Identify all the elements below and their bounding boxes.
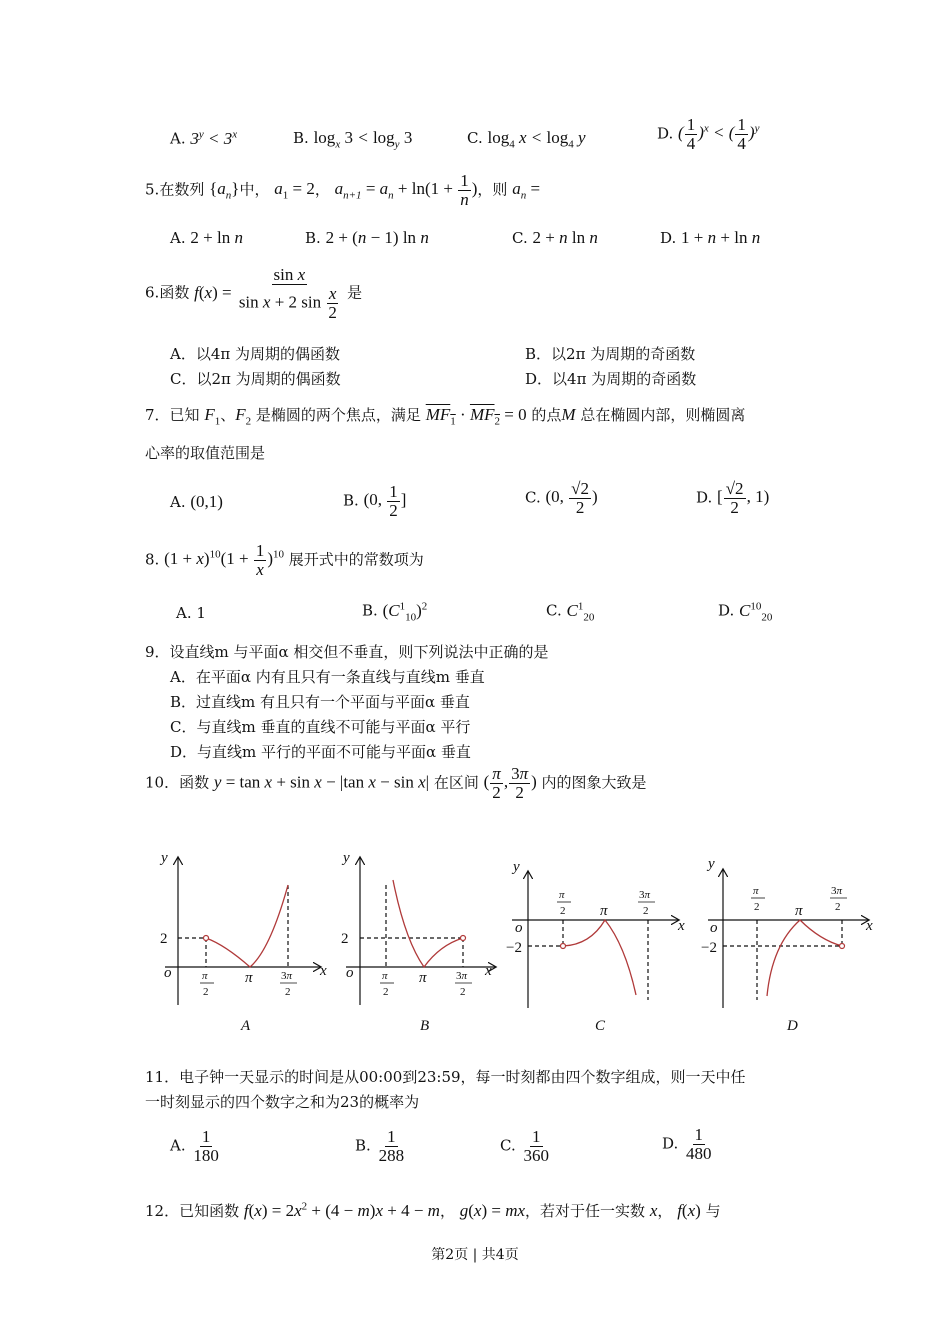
q9-stem: 9．设直线m 与平面α 相交但不垂直，则下列说法中正确的是 <box>145 643 549 661</box>
svg-text:2: 2 <box>460 986 466 998</box>
graph-a-curve <box>206 885 288 967</box>
q4-option-c: C. $\log_4 x < \log_4 y$ <box>467 128 586 151</box>
q5-seq: $\{a_n\}$ <box>209 179 240 202</box>
svg-text:2: 2 <box>203 986 209 998</box>
q5-recurrence: $a_{n+1} = a_n + \ln(1$ + $\frac{1}{n}$ ) <box>334 171 478 209</box>
q12-f: $f(x) = 2x^2 + (4 - m)x + 4 - m$ <box>243 1200 440 1220</box>
graph-a-x-label: x <box>320 963 327 979</box>
graph-c-origin: o <box>515 920 523 936</box>
q6-function: f(x) = sin x sin x + 2 sin $\frac{x}{2}$ <box>194 265 337 322</box>
q11-option-c: C. $\frac{1}{360}$ <box>500 1127 549 1165</box>
svg-text:2: 2 <box>383 986 389 998</box>
q6-option-d: D．以4π 为周期的奇函数 <box>525 370 697 388</box>
q4-option-b-math: $\log_x 3 < \log_y 3$ <box>313 128 413 151</box>
q4-option-b: B. $\log_x 3 < \log_y 3$ <box>293 128 413 151</box>
graph-c-curve <box>563 920 636 995</box>
graph-c-tick-minus2: −2 <box>506 940 522 956</box>
graph-b-y-label: y <box>343 850 350 866</box>
graph-d-pi: π <box>795 903 803 919</box>
q5-an: $a_n$ = <box>512 179 541 202</box>
q5-option-b: B. 2 + (n − 1) ln n <box>305 228 429 247</box>
q6-option-c: C．以2π 为周期的偶函数 <box>170 370 341 388</box>
graph-a-tick-pi2-num: π <box>202 970 208 982</box>
q4-option-a-math: $3^y < 3^x$ <box>190 128 238 148</box>
q8-option-b: B. $(C^1_{10})^2$ <box>362 600 428 624</box>
q4-option-c-math: $\log_4 x < \log_4 y$ <box>487 128 586 151</box>
svg-text:2: 2 <box>560 905 566 917</box>
graph-b-caption: B <box>420 1018 430 1034</box>
q5-stem: 5.在数列 $\{a_n\}$中， $a_1 = 2$， $a_{n+1} = a_n + \ln(1$ + $\frac{1}{n}$ )，则 $a_n$ = <box>145 171 541 209</box>
svg-text:2: 2 <box>754 901 760 913</box>
q5-option-c: C. 2 + n ln n <box>512 228 598 247</box>
graph-b-pi: π <box>419 970 427 986</box>
graph-b-curve <box>393 880 463 967</box>
q11-option-b: B. $\frac{1}{288}$ <box>355 1127 405 1165</box>
graph-d <box>708 870 868 1008</box>
q6-stem: 6.函数 f(x) = sin x sin x + 2 sin $\frac{x}{2}$ 是 <box>145 265 363 322</box>
q4-option-a: A. $3^y < 3^x$ <box>170 128 238 148</box>
q7-option-b: B. (0, $\frac{1}{2}$ ] <box>343 482 407 520</box>
graph-d-curve <box>767 920 842 996</box>
q7-option-c: C. (0, $\frac{√2}{2}$ ) <box>525 479 598 517</box>
svg-text:π: π <box>382 970 388 982</box>
graph-a-caption: A <box>241 1018 251 1034</box>
q11-option-d: D. $\frac{1}{480}$ <box>662 1125 712 1163</box>
graph-c-x-label: x <box>678 918 685 934</box>
graph-c-caption: C <box>595 1018 606 1034</box>
q5-a1: $a_1 = 2$ <box>274 179 315 202</box>
q7-option-d: D. [ $\frac{√2}{2}$ , 1) <box>696 479 770 517</box>
q4-option-d: D. ( $\frac{1}{4}$ )$^x$ < ( $\frac{1}{4}$ )$^y$ <box>657 115 760 153</box>
q9-option-a: A．在平面α 内有且只有一条直线与直线m 垂直 <box>170 668 485 686</box>
q7-dot-product: $MF_1 \cdot MF_2 = 0$ <box>425 405 527 428</box>
q11-line2: 一时刻显示的四个数字之和为23的概率为 <box>145 1093 420 1111</box>
q7-stem-line2: 心率的取值范围是 <box>145 444 266 462</box>
svg-text:π: π <box>559 889 565 901</box>
q8-option-c: C. $C^1_{20}$ <box>546 600 595 624</box>
graph-d-y-label: y <box>708 856 715 872</box>
graph-b-tick-2: 2 <box>341 931 349 947</box>
svg-text:3π: 3π <box>639 889 651 901</box>
q10-stem: 10．函数 y = tan x + sin x − |tan x − sin x| 在区间 ( $\frac{\pi}{2}$ , $\frac{3\pi}{2}$ ) 内的图象大致是 <box>145 764 647 802</box>
graph-d-x-label: x <box>866 918 873 934</box>
svg-text:3π: 3π <box>281 970 293 982</box>
graph-c-pi: π <box>600 903 608 919</box>
graph-a-pi: π <box>245 970 253 986</box>
graph-c-y-label: y <box>513 859 520 875</box>
graph-a-y-label: y <box>161 850 168 866</box>
q5-option-a: A. 2 + ln n <box>170 228 243 247</box>
q4-option-d-math: ( $\frac{1}{4}$ )$^x$ < ( $\frac{1}{4}$ )$^y$ <box>678 115 760 153</box>
q7-stem-line1: 7．已知 $F_1$、$F_2$ 是椭圆的两个焦点，满足 $MF_1 \cdot MF_2 = 0$ 的点M 总在椭圆内部，则椭圆离 <box>145 405 746 428</box>
q12-g: g(x) = mx <box>459 1201 526 1220</box>
q10-interval: ( $\frac{\pi}{2}$ , $\frac{3\pi}{2}$ ) <box>483 764 537 802</box>
svg-text:π: π <box>753 885 759 897</box>
q10-function: y = tan x + sin x − |tan x − sin x| <box>213 772 430 792</box>
q8-option-d: D. $C^{10}_{20}$ <box>718 600 773 624</box>
q12-stem: 12．已知函数 $f(x) = 2x^2 + (4 - m)x + 4 - m$， g(x) = mx，若对于任一实数 x， f(x) 与 <box>145 1200 721 1220</box>
svg-text:2: 2 <box>643 905 649 917</box>
graph-a-origin: o <box>164 965 172 981</box>
q6-option-b: B．以2π 为周期的奇函数 <box>525 345 696 363</box>
q11-line1: 11．电子钟一天显示的时间是从00:00到23:59，每一时刻都由四个数字组成，则一天中任 <box>145 1068 746 1086</box>
graph-b-x-label: x <box>485 963 492 979</box>
graph-d-origin: o <box>710 920 718 936</box>
q8-option-a: A. 1 <box>176 604 206 622</box>
graph-d-caption: D <box>787 1018 798 1034</box>
q9-option-c: C．与直线m 垂直的直线不可能与平面α 平行 <box>170 718 471 736</box>
page-footer: 第2页 | 共4页 <box>431 1247 519 1263</box>
graph-c <box>512 872 678 1008</box>
q11-option-a: A. $\frac{1}{180}$ <box>170 1127 219 1165</box>
q9-option-d: D．与直线m 平行的平面不可能与平面α 垂直 <box>170 743 471 761</box>
svg-text:2: 2 <box>285 986 291 998</box>
q9-option-b: B．过直线m 有且只有一个平面与平面α 垂直 <box>170 693 470 711</box>
q7-option-a: A. (0,1) <box>170 492 223 511</box>
svg-text:3π: 3π <box>456 970 468 982</box>
svg-text:2: 2 <box>835 901 841 913</box>
q6-option-a: A．以4π 为周期的偶函数 <box>170 345 341 363</box>
graph-b-origin: o <box>346 965 354 981</box>
q8-expression: $(1 + x)^{10}(1$ + $\frac{1}{x}$ )$^{10}$ <box>164 541 284 579</box>
graph-a-tick-2: 2 <box>160 931 168 947</box>
svg-text:3π: 3π <box>831 885 843 897</box>
q8-stem: 8. $(1 + x)^{10}(1$ + $\frac{1}{x}$ )$^{10}$ 展开式中的常数项为 <box>145 541 424 579</box>
q5-option-d: D. 1 + n + ln n <box>660 228 761 247</box>
graph-d-tick-minus2: −2 <box>701 940 717 956</box>
